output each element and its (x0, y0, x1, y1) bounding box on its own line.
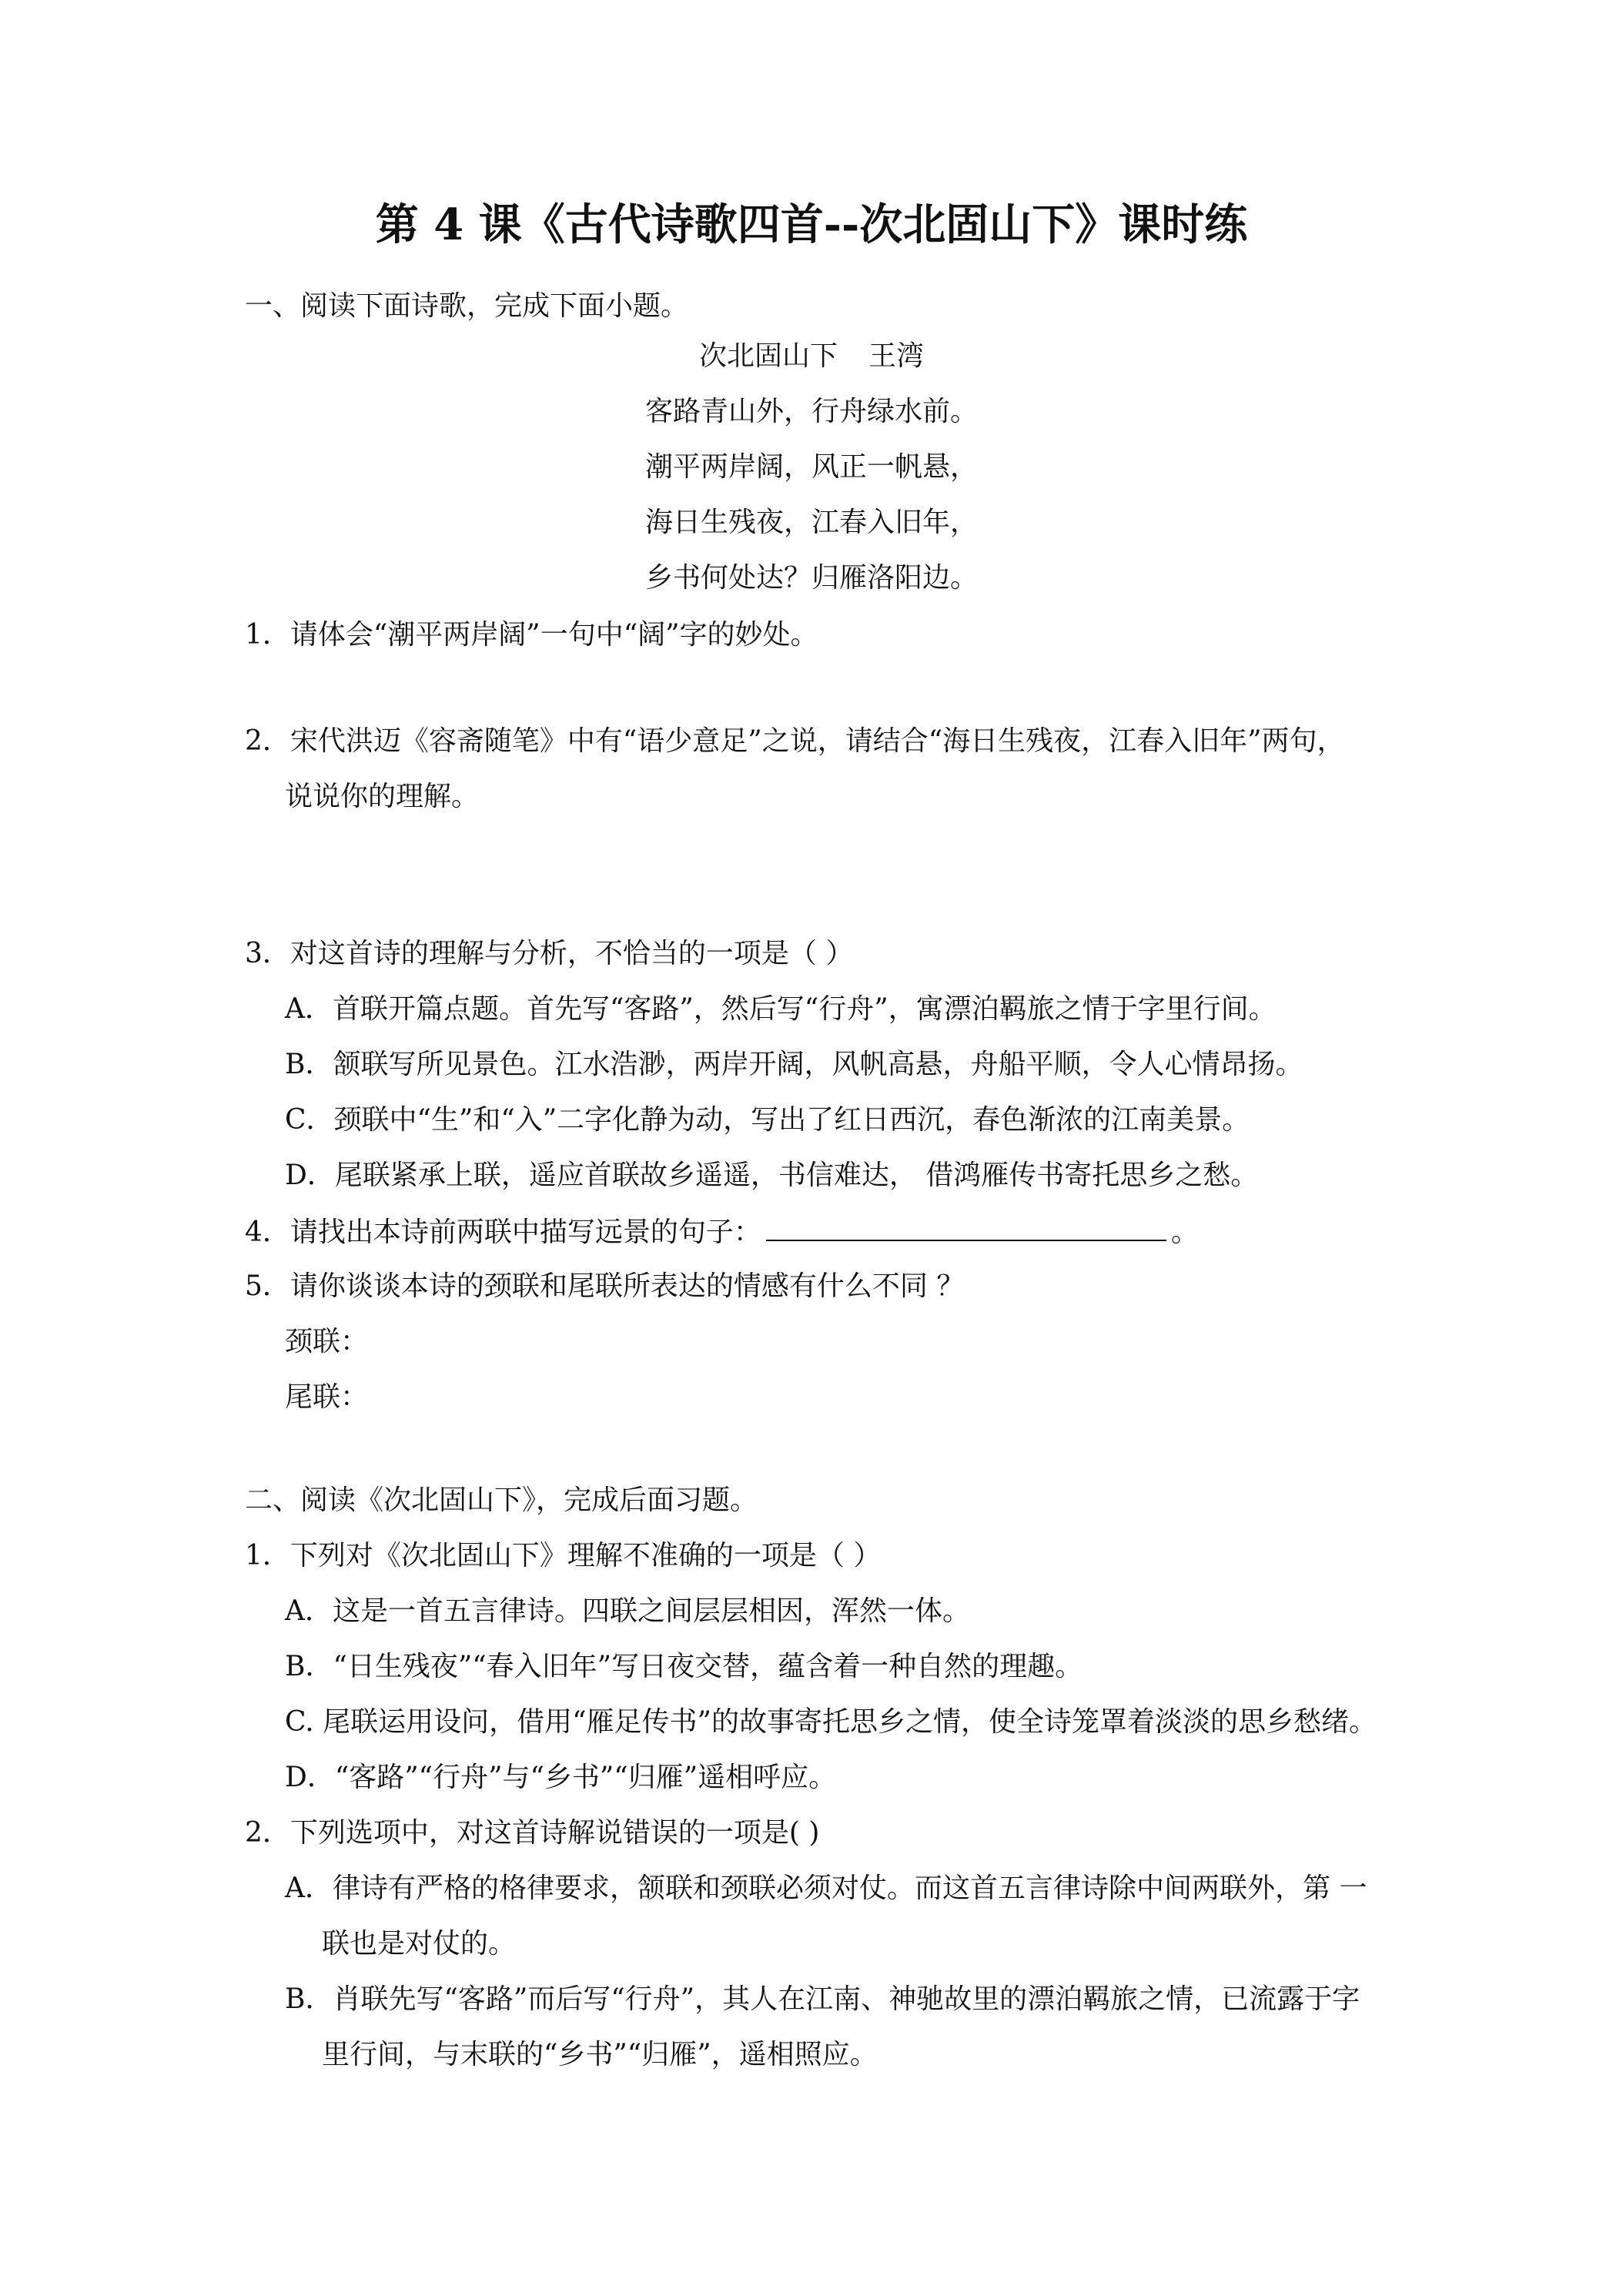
question-4 (245, 1212, 1199, 1252)
question-3-stem: 3．对这首诗的理解与分析，不恰当的一项是（ ） (245, 938, 854, 969)
question-4-text: 4．请找出本诗前两联中描写远景的句子： (245, 1217, 761, 1248)
section1-heading: 一、阅读下面诗歌，完成下面小题。 (245, 290, 689, 322)
s2-question-2-stem: 2．下列选项中，对这首诗解说错误的一项是( ) (245, 1817, 820, 1849)
question-5-neck-label: 颈联： (285, 1326, 369, 1357)
s2-question-1-option-b: B．“日生残夜”“春入旧年”写日夜交替，蕴含着一种自然的理趣。 (285, 1651, 1083, 1682)
s2-question-2-option-b-line-2: 里行间，与末联的“乡书”“归雁”，遥相照应。 (322, 2039, 878, 2070)
question-1: 1．请体会“潮平两岸阔”一句中“阔”字的妙处。 (245, 619, 818, 651)
poem-title: 次北固山下 (698, 340, 838, 372)
question-3-option-d: D．尾联紧承上联，遥应首联故乡遥遥，书信难达， 借鸿雁传书寄托思乡之愁。 (285, 1160, 1259, 1191)
poem-author: 王湾 (868, 340, 925, 372)
s2-question-1-option-d: D．“客路”“行舟”与“乡书”“归雁”遥相呼应。 (285, 1762, 837, 1793)
poem-header (0, 337, 1623, 376)
s2-question-1-option-c: C. 尾联运用设问，借用“雁足传书”的故事寄托思乡之情，使全诗笼罩着淡淡的思乡愁绪。 (285, 1706, 1377, 1738)
question-4-period: 。 (1170, 1217, 1199, 1248)
section2-heading: 二、阅读《次北固山下》，完成后面习题。 (245, 1484, 758, 1516)
s2-question-2-option-b-line-1: B．肖联先写“客路”而后写“行舟”，其人在江南、神驰故里的漂泊羁旅之情，已流露于字 (285, 1983, 1360, 2015)
question-2-line-1: 2．宋代洪迈《容斋随笔》中有“语少意足”之说，请结合“海日生残夜，江春入旧年”两句， (245, 725, 1345, 757)
s2-question-2-option-a-line-2: 联也是对仗的。 (322, 1928, 517, 1960)
poem-line-3: 海日生残夜，江春入旧年， (644, 507, 978, 538)
poem-line-4: 乡书何处达？归雁洛阳边。 (644, 562, 978, 594)
s2-question-1-stem: 1．下列对《次北固山下》理解不准确的一项是（ ） (245, 1540, 882, 1571)
question-3-option-b: B．颔联写所见景色。江水浩渺，两岸开阔，风帆高悬，舟船平顺，令人心情昂扬。 (285, 1049, 1303, 1080)
answer-blank (766, 1212, 1166, 1241)
s2-question-1-option-a: A．这是一首五言律诗。四联之间层层相因，浑然一体。 (285, 1595, 970, 1627)
poem-line-2: 潮平两岸阔，风正一帆悬， (644, 451, 978, 483)
s2-question-2-option-a-line-1: A．律诗有严格的格律要求，颔联和颈联必须对仗。而这首五言律诗除中间两联外，第 一 (285, 1873, 1367, 1904)
question-5-stem: 5．请你谈谈本诗的颈联和尾联所表达的情感有什么不同 ？ (245, 1270, 965, 1302)
poem-line-1: 客路青山外，行舟绿水前。 (644, 396, 978, 427)
question-3-option-a: A．首联开篇点题。首先写“客路”，然后写“行舟”，寓漂泊羁旅之情于字里行间。 (285, 993, 1277, 1025)
question-3-option-c: C．颈联中“生”和“入”二字化静为动，写出了红日西沉，春色渐浓的江南美景。 (285, 1104, 1250, 1136)
page-title: 第 4 课《古代诗歌四首--次北固山下》课时练 (375, 199, 1248, 250)
question-2-line-2: 说说你的理解。 (285, 781, 480, 812)
question-5-tail-label: 尾联： (285, 1381, 369, 1413)
